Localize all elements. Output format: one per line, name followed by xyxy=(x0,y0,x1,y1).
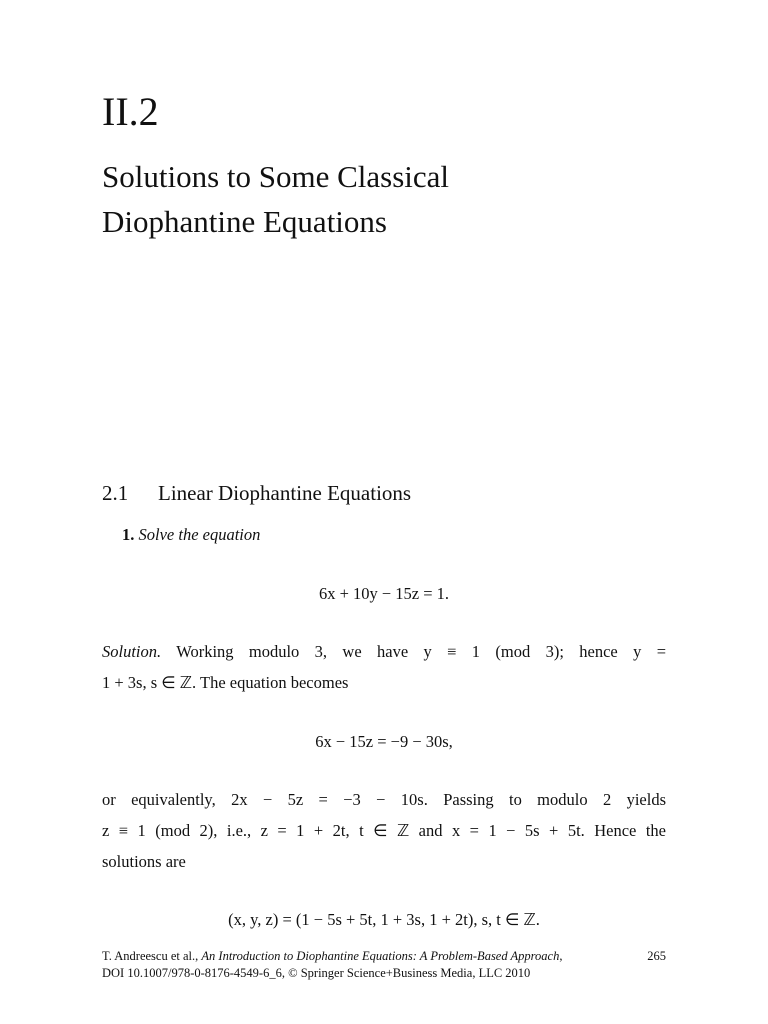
footer-book-title: An Introduction to Diophantine Equations: A Problem-Based Approach xyxy=(201,949,560,963)
problem-number: 1. xyxy=(122,525,135,544)
problem-text: Solve the equation xyxy=(138,525,261,544)
chapter-title xyxy=(102,154,662,244)
section-title: Linear Diophantine Equations xyxy=(158,481,412,505)
section-number: 2.1 xyxy=(102,481,129,505)
page-footer xyxy=(102,948,666,982)
solution-line-1-text: Working modulo 3, we have y ≡ 1 (mod 3); hence y = xyxy=(176,642,667,661)
paragraph-2-line-3: solutions are xyxy=(102,852,186,871)
problem-statement xyxy=(122,523,260,547)
footer-comma: , xyxy=(559,949,563,963)
footer-author: T. Andreescu et al., xyxy=(102,949,202,963)
solution-label: Solution. xyxy=(102,642,162,661)
paragraph-2-line-1: or equivalently, 2x − 5z = −3 − 10s. Passing to modulo 2 yields xyxy=(102,790,666,809)
solution-line-2: 1 + 3s, s ∈ ℤ. The equation becomes xyxy=(102,673,349,692)
page-number: 265 xyxy=(647,949,666,963)
solution-paragraph-2 xyxy=(102,784,666,877)
footer-citation xyxy=(102,948,636,965)
section-heading xyxy=(102,478,411,508)
chapter-title-line-1: Solutions to Some Classical xyxy=(102,159,450,194)
equation-2: 6x − 15z = −9 − 30s, xyxy=(315,732,453,751)
equation-3: (x, y, z) = (1 − 5s + 5t, 1 + 3s, 1 + 2t), s, t ∈ ℤ. xyxy=(228,910,540,929)
solution-line-1 xyxy=(102,636,666,667)
chapter-number: II.2 xyxy=(102,89,159,134)
footer-citation-row xyxy=(102,948,666,965)
equation-1: 6x + 10y − 15z = 1. xyxy=(318,584,450,603)
solution-paragraph-1 xyxy=(102,636,666,698)
footer-doi: DOI 10.1007/978-0-8176-4549-6_6, © Springer Science+Business Media, LLC 2010 xyxy=(102,966,531,980)
paragraph-2-line-2: z ≡ 1 (mod 2), i.e., z = 1 + 2t, t ∈ ℤ and x = 1 − 5s + 5t. Hence the xyxy=(102,821,666,840)
chapter-title-line-2: Diophantine Equations xyxy=(102,204,387,239)
